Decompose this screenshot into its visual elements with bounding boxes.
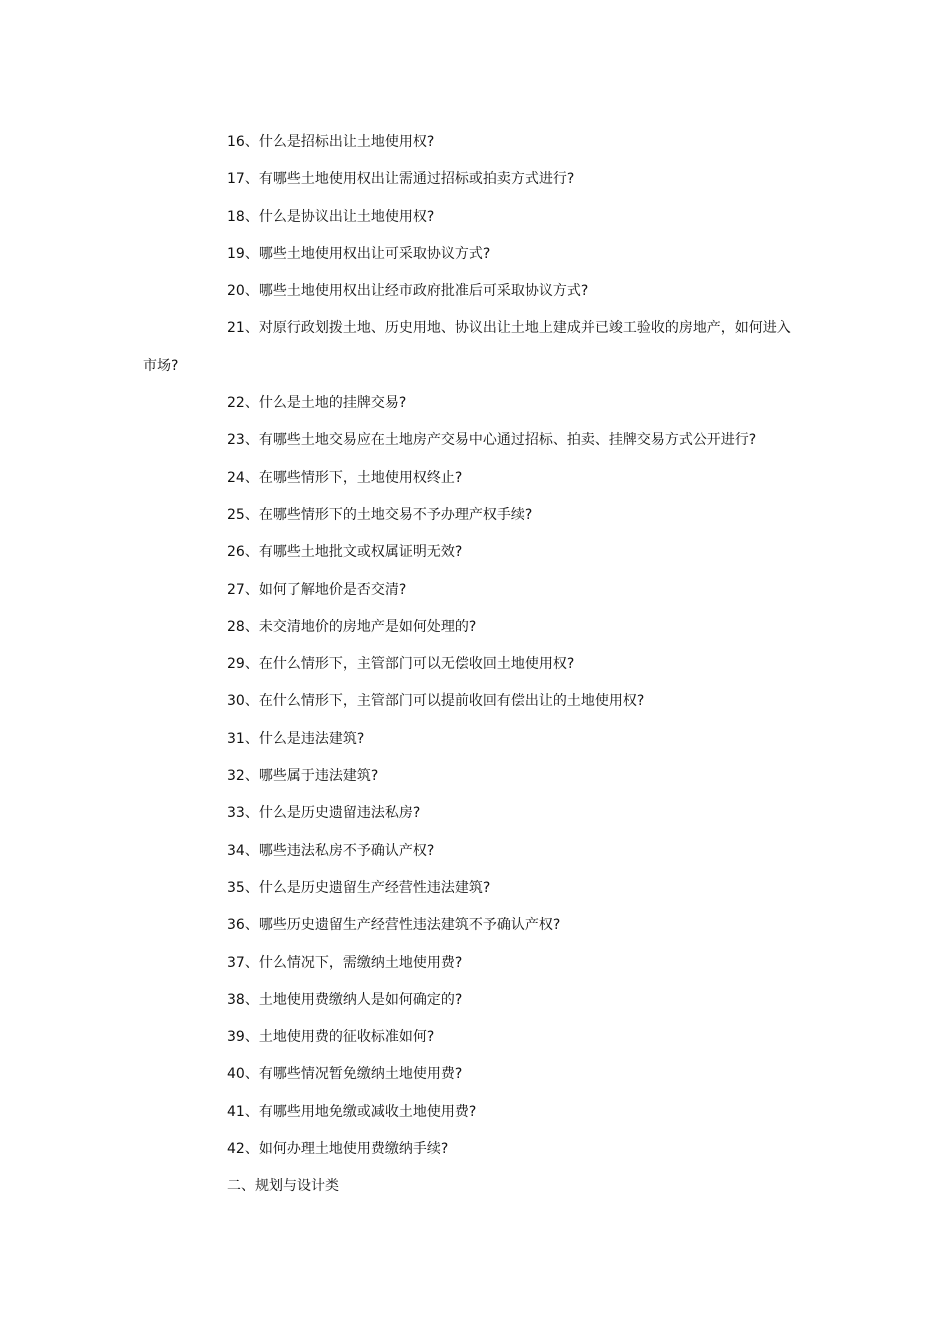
question-20: 20、哪些土地使用权出让经市政府批准后可采取协议方式?	[227, 283, 589, 300]
question-26: 26、有哪些土地批文或权属证明无效?	[227, 544, 463, 561]
question-28: 28、未交清地价的房地产是如何处理的?	[227, 618, 477, 635]
question-42: 42、如何办理土地使用费缴纳手续?	[227, 1141, 449, 1158]
question-34: 34、哪些违法私房不予确认产权?	[227, 842, 435, 859]
question-19: 19、哪些土地使用权出让可采取协议方式?	[227, 245, 491, 262]
question-41: 41、有哪些用地免缴或减收土地使用费?	[227, 1103, 477, 1120]
question-35: 35、什么是历史遗留生产经营性违法建筑?	[227, 879, 491, 896]
question-17: 17、有哪些土地使用权出让需通过招标或拍卖方式进行?	[227, 171, 575, 188]
question-16: 16、什么是招标出让土地使用权?	[227, 134, 435, 150]
question-30: 30、在什么情形下，主管部门可以提前收回有偿出让的土地使用权?	[227, 693, 645, 710]
question-27: 27、如何了解地价是否交清?	[227, 581, 407, 598]
document-body	[143, 124, 808, 1206]
question-25: 25、在哪些情形下的土地交易不予办理产权手续?	[227, 506, 533, 523]
question-38: 38、土地使用费缴纳人是如何确定的?	[227, 991, 463, 1008]
question-37: 37、什么情况下，需缴纳土地使用费?	[227, 954, 463, 971]
question-24: 24、在哪些情形下，土地使用权终止?	[227, 469, 463, 486]
question-32: 32、哪些属于违法建筑?	[227, 768, 379, 785]
question-29: 29、在什么情形下，主管部门可以无偿收回土地使用权?	[227, 656, 575, 673]
question-23: 23、有哪些土地交易应在土地房产交易中心通过招标、拍卖、挂牌交易方式公开进行?	[227, 432, 757, 449]
question-21: 21、对原行政划拨土地、历史用地、协议出让土地上建成并已竣工验收的房地产，如何进入	[227, 320, 791, 337]
question-39: 39、土地使用费的征收标准如何?	[227, 1029, 435, 1046]
question-18: 18、什么是协议出让土地使用权?	[227, 208, 435, 225]
question-36: 36、哪些历史遗留生产经营性违法建筑不予确认产权?	[227, 917, 561, 934]
section-heading: 二、规划与设计类	[227, 1178, 339, 1195]
question-40: 40、有哪些情况暂免缴纳土地使用费?	[227, 1066, 463, 1083]
question-33: 33、什么是历史遗留违法私房?	[227, 805, 421, 822]
question-31: 31、什么是违法建筑?	[227, 730, 365, 747]
question-22: 22、什么是土地的挂牌交易?	[227, 395, 407, 412]
question-21-continuation: 市场?	[143, 357, 179, 374]
